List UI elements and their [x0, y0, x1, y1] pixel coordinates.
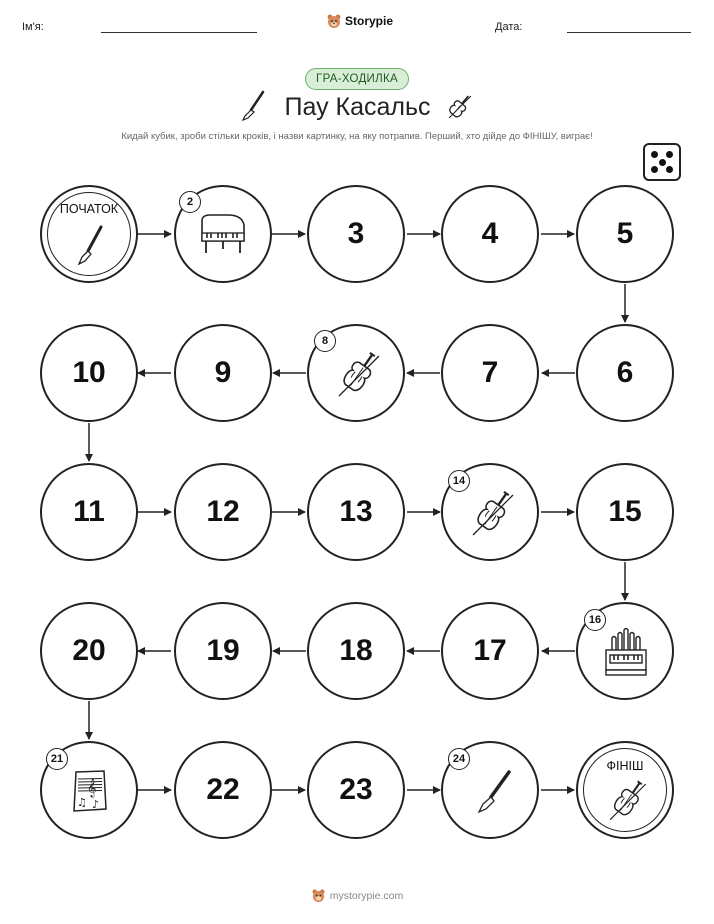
cell-number-tag: 24 [448, 748, 470, 770]
board-cell [307, 185, 405, 283]
cell-number: 18 [339, 634, 373, 667]
board-cell [307, 741, 405, 839]
cell-number: 11 [73, 495, 105, 528]
board-cell [174, 463, 272, 561]
cell-number-tag: 8 [314, 330, 336, 352]
board-cell-start [40, 185, 138, 283]
board-cell [441, 602, 539, 700]
board-cell [40, 463, 138, 561]
cell-number: 23 [339, 773, 373, 806]
sheet-music-icon [70, 769, 110, 813]
board-cell [576, 185, 674, 283]
svg-text:♪: ♪ [92, 798, 100, 811]
cell-number: 22 [206, 773, 240, 806]
board-cell [40, 602, 138, 700]
board-cell [40, 324, 138, 422]
board-cell [174, 741, 272, 839]
date-label: Дата: [495, 21, 523, 33]
bear-logo-icon [311, 888, 326, 903]
svg-text:♫: ♫ [77, 796, 87, 809]
cell-number: 19 [206, 634, 240, 667]
cell-number: 4 [481, 217, 499, 250]
cell-number: 17 [473, 634, 507, 667]
cell-number: 9 [214, 356, 232, 389]
cell-number: 20 [72, 634, 106, 667]
board-cell [174, 324, 272, 422]
board-cell [307, 463, 405, 561]
cell-number: 5 [616, 217, 634, 250]
board-cell [174, 602, 272, 700]
board-cell [441, 324, 539, 422]
instructions: Кидай кубик, зроби стільки кроків, і назви картинку, на яку потрапив. Перший, хто дійде до ФІНІШУ, виграє! [121, 131, 593, 142]
game-type-badge: ГРА-ХОДИЛКА [305, 68, 409, 90]
svg-text:𝄞: 𝄞 [87, 778, 97, 797]
cell-number: 10 [72, 356, 106, 389]
cell-number: 12 [206, 495, 240, 528]
violin-icon [604, 777, 650, 825]
organ-icon [603, 628, 649, 678]
cell-number: 6 [616, 356, 634, 389]
violin-icon [467, 487, 517, 541]
cell-number-tag: 2 [179, 191, 201, 213]
board-cell [307, 602, 405, 700]
cell-number-tag: 16 [584, 609, 606, 631]
board-cell [576, 463, 674, 561]
brand-name: Storypie [345, 14, 394, 28]
start-label: ПОЧАТОК [59, 202, 119, 216]
cell-number: 3 [347, 217, 365, 250]
brush-icon [75, 225, 105, 267]
board-cell [441, 185, 539, 283]
board-cell-finish [576, 741, 674, 839]
footer-site-link[interactable]: mystorypie.com [329, 889, 404, 902]
finish-label: ФІНІШ [606, 759, 644, 773]
board-cell [576, 324, 674, 422]
cell-number: 15 [608, 495, 642, 528]
name-label: Ім'я: [22, 21, 44, 33]
brush-icon [473, 769, 513, 815]
page-title: Пау Касальс [284, 93, 431, 121]
cell-number-tag: 21 [46, 748, 68, 770]
piano-icon [198, 213, 248, 257]
cell-number: 7 [481, 356, 499, 389]
cell-number: 13 [339, 495, 373, 528]
violin-icon [333, 348, 383, 402]
footer [0, 888, 714, 903]
cell-number-tag: 14 [448, 470, 470, 492]
